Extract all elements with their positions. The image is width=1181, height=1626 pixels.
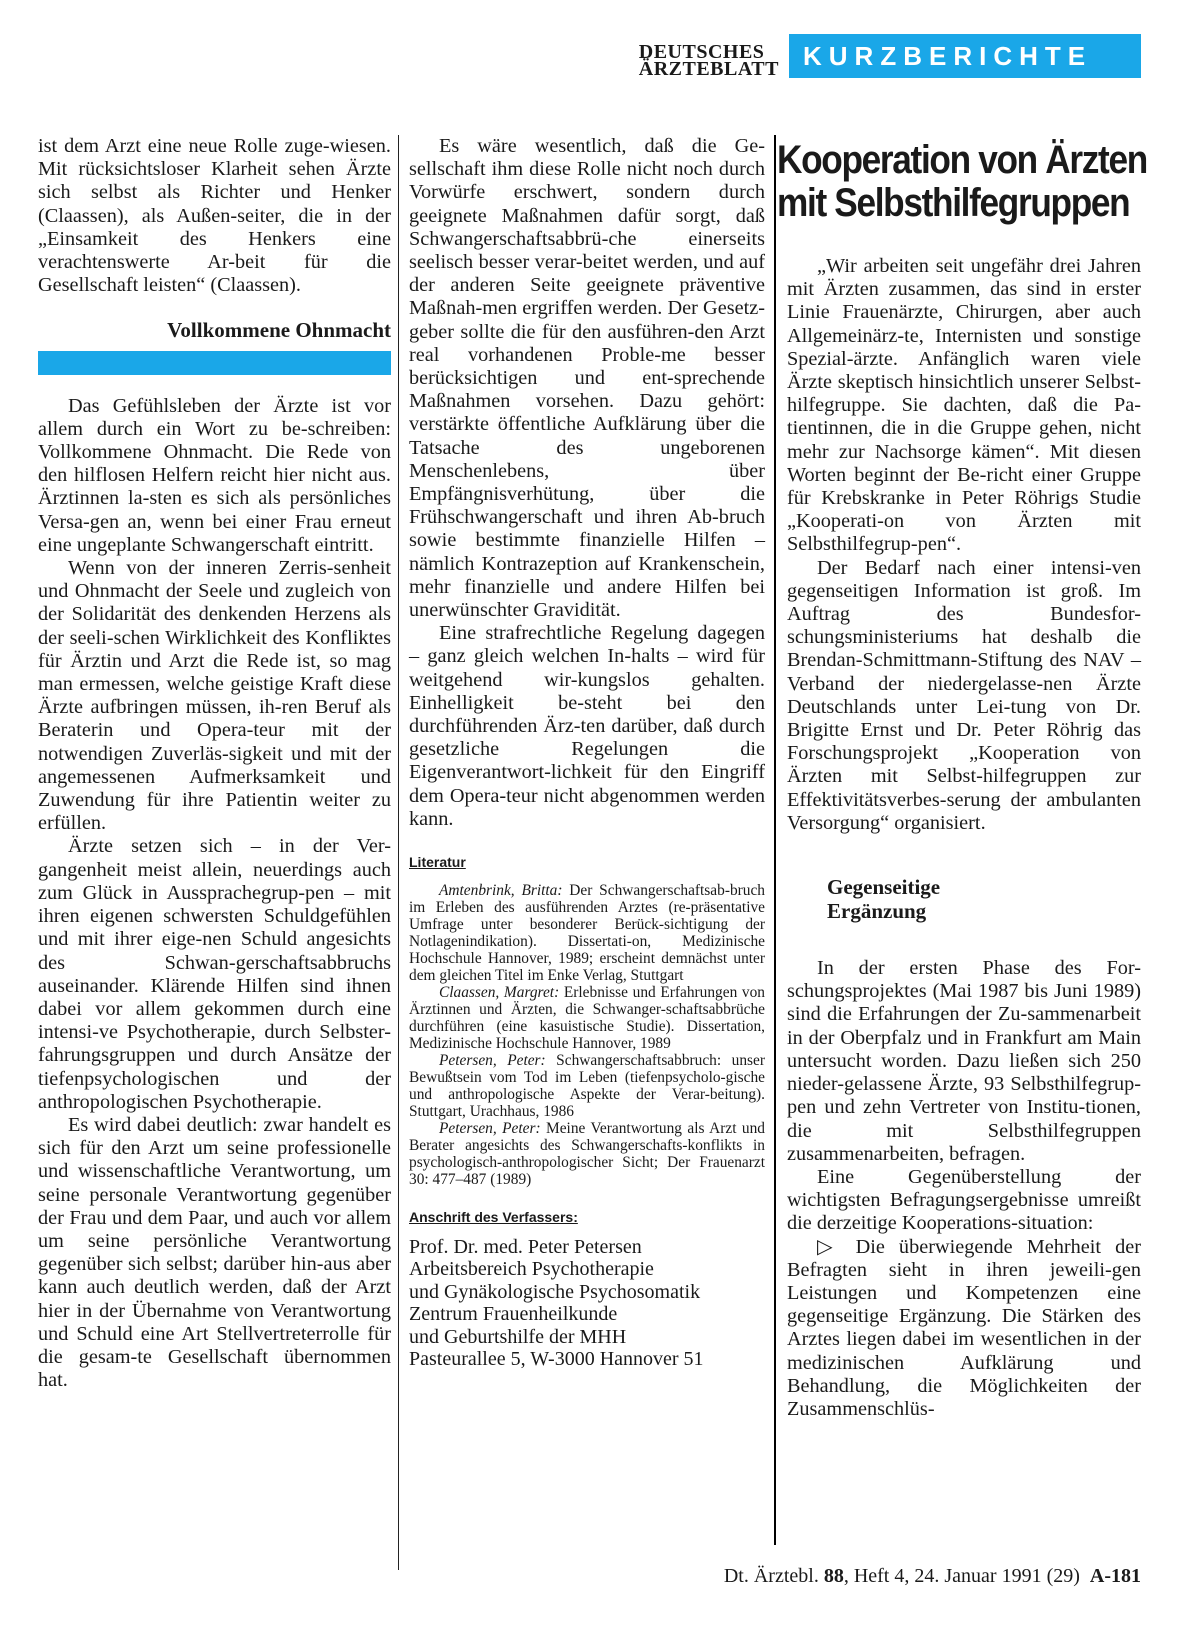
column-divider — [774, 135, 776, 1545]
reference-entry: Petersen, Peter: Meine Verantwortung als Arzt und Berater angesichts des Schwangerschafts-konflikts in psychologisch-anthropologischer Sicht; Der Frauenarzt 30: 477–487 (1989) — [409, 1120, 765, 1189]
article-headline: Kooperation von Ärzten mit Selbsthilfegruppen — [777, 138, 1147, 225]
masthead — [639, 34, 1141, 78]
paragraph: Es wäre wesentlich, daß die Ge-sellschaft ihm diese Rolle nicht noch durch Vorwürfe erschwert, sondern durch geeignete Maßnahmen dafür sorgt, daß Schwangerschaftsabbrü-che einerseits seelisch besser verar-beitet werden, und auf der anderen Seite geeignete präventive Maßnah-men ergriffen werden. Der Gesetz-geber sollte die für den ausführen-den Arzt real vorhandenen Proble-me besser berücksichtigen und ent-sprechende Maßnahmen vorsehen. Dazu gehört: verstärkte öffentliche Aufklärung über die Tatsache des ungeborenen Menschenlebens, über Empfängnisverhütung, über die Frühschwangerschaft und ihren Ab-bruch sowie bestimmte finanzielle Hilfen – nämlich Kontrazeption auf Krankenschein, mehr finanzielle und andere Hilfen bei unerwünschter Gravidität. — [409, 135, 765, 622]
paragraph: ist dem Arzt eine neue Rolle zuge-wiesen. Mit rücksichtsloser Klarheit sehen Ärzte sich selbst als Richter und Henker (Claassen), als Außen-seiter, die in der „Einsamkeit des Henkers eine verachtenswerte Ar-beit für die Gesellschaft leisten“ (Claassen). — [38, 135, 391, 297]
column-3 — [777, 135, 1147, 1421]
literature-heading: Literatur — [409, 854, 466, 871]
section-heading: Gegenseitige Ergänzung — [827, 875, 941, 924]
paragraph: Wenn von der inneren Zerris-senheit und Ohnmacht der Seele und zugleich von der Solidarität des denkenden Herzens als der seeli-schen Wirklichkeit des Konfliktes für Ärztin und Arzt die Rede ist, so mag man ermessen, welche geistige Kraft diese Ärzte aufbringen müssen, ih-ren Beruf als Beraterin und Opera-teur mit der notwendigen Zuverläs-sigkeit und mit der angemessenen Aufmerksamkeit und Zuwendung für ihre Patientin weiter zu erfüllen. — [38, 557, 391, 835]
section-band: KURZBERICHTE — [789, 34, 1141, 78]
reference-entry: Claassen, Margret: Erlebnisse und Erfahrungen von Ärztinnen und Ärzten, die Schwanger-schaftsabbrüche durchführen (eine kasuistische Studie). Dissertation, Medizinische Hochschule Hannover, 1989 — [409, 984, 765, 1053]
address-heading: Anschrift des Verfassers: — [409, 1209, 578, 1226]
paragraph: „Wir arbeiten seit ungefähr drei Jahren mit Ärzten zusammen, das sind in erster Linie Frauenärzte, Chirurgen, aber auch Allgemeinärz-te, Internisten und sonstige Spezial-ärzte. Anfänglich waren viele Ärzte skeptisch hinsichtlich unserer Selbst-hilfegruppe. Sie dachten, daß die Pa-tientinnen, die in die Gruppe gehen, nicht mehr zur Nachsorge kämen“. Mit diesen Worten beginnt der Be-richt einer Gruppe für Krebskranke in Peter Röhrigs Studie „Kooperati-on von Ärzten mit Selbsthilfegrup-pen“. — [787, 255, 1141, 556]
journal-logo: DEUTSCHES ÄRZTEBLATT — [638, 41, 779, 80]
column-1 — [38, 135, 391, 1392]
paragraph: Es wird dabei deutlich: zwar handelt es sich für den Arzt um seine professionelle und wissenschaftliche Verantwortung, um seine personale Verantwortung gegenüber der Frau und dem Paar, und auch vor allem um seine persönliche Verantwortung gegenüber sich selbst; darüber hin-aus aber kann auch deutlich werden, daß der Arzt hier in der Übernahme von Verantwortung und Schuld eine Art Stellvertreterrolle für die gesam-te Gesellschaft übernommen hat. — [38, 1113, 391, 1392]
paragraph: Eine Gegenüberstellung der wichtigsten Befragungsergebnisse umreißt die derzeitige Kooperations-situation: — [787, 1165, 1141, 1235]
paragraph: ▷ Die überwiegende Mehrheit der Befragten sieht in ihren jeweili-gen Leistungen und Kompetenzen eine gegenseitige Ergänzung. Die Stärken des Arztes liegen dabei im wesentlichen in der medizinischen Aufklärung und Behandlung, die Möglichkeiten der Zusammenschlüs- — [787, 1235, 1141, 1420]
page-footer: Dt. Ärztebl. 88, Heft 4, 24. Januar 1991 (29) A-181 — [723, 1565, 1141, 1587]
section-heading: Vollkommene Ohnmacht — [167, 318, 391, 343]
paragraph: In der ersten Phase des For-schungsprojektes (Mai 1987 bis Juni 1989) sind die Erfahrungen der Zu-sammenarbeit in der Oberpfalz und in Frankfurt am Main untersucht worden. Dazu ließen sich 250 nieder-gelassene Ärzte, 93 Selbsthilfegrup-pen und zehn Vertreter von Institu-tionen, die mit Selbsthilfegruppen zusammenarbeiten, befragen. — [787, 957, 1141, 1165]
column-2 — [409, 135, 765, 1371]
column-divider — [398, 135, 399, 1570]
page-number: A-181 — [1089, 1565, 1141, 1587]
reference-entry: Petersen, Peter: Schwangerschaftsabbruch: unser Bewußtsein vom Tod im Leben (tiefenpsycholo-gische und anthropologische Aspekte der Verar-beitung). Stuttgart, Urachhaus, 1986 — [409, 1052, 765, 1121]
paragraph: Ärzte setzen sich – in der Ver-gangenheit meist allein, neuerdings auch zum Glück in Aussprachegrup-pen – mit ihren eigenen schwersten Schuldgefühlen und mit ihrer eige-nen Schuld angesichts des Schwan-gerschaftsabbruchs auseinander. Klärende Hilfen sind ihnen dabei vor allem gekommen durch eine intensi-ve Psychotherapie, durch Selbster-fahrungsgruppen und durch Ansätze der tiefenpsychologischen und der anthropologischen Psychotherapie. — [38, 835, 391, 1113]
paragraph: Der Bedarf nach einer intensi-ven gegenseitigen Information ist groß. Im Auftrag des Bundesfor-schungsministeriums hat deshalb die Brendan-Schmittmann-Stiftung des NAV – Verband der niedergelasse-nen Ärzte Deutschlands unter Lei-tung von Dr. Brigitte Ernst und Dr. Peter Röhrig das Forschungsprojekt „Kooperation von Ärzten mit Selbst-hilfegruppen zur Effektivitätsverbes-serung der ambulanten Versorgung“ organisiert. — [787, 556, 1141, 834]
paragraph: Das Gefühlsleben der Ärzte ist vor allem durch ein Wort zu be-schreiben: Vollkommene Ohnmacht. Die Rede von den hilflosen Helfern reicht hier nicht aus. Ärztinnen la-sten es sich als persönliches Versa-gen an, wenn bei einer Frau erneut eine ungeplante Schwangerschaft eintritt. — [38, 394, 391, 556]
author-address: Prof. Dr. med. Peter Petersen Arbeitsbereich Psychotherapie und Gynäkologische Psychosomatik Zentrum Frauenheilkunde und Geburtshilfe der MHH Pasteurallee 5, W-3000 Hannover 51 — [409, 1235, 704, 1370]
paragraph: Eine strafrechtliche Regelung dagegen – ganz gleich welchen In-halts – wird für weitgehend wir-kungslos gehalten. Einhelligkeit be-steht bei den durchführenden Ärz-ten darüber, daß durch gesetzliche Regelungen die Eigenverantwort-lichkeit für den Eingriff dem Opera-teur nicht abgenommen werden kann. — [409, 622, 765, 830]
reference-entry: Amtenbrink, Britta: Der Schwangerschaftsab-bruch im Erleben des ausführenden Arztes (re-präsentative Umfrage unter besonderer Berück-sichtigung der Notlagenindikation). Dissertati-on, Medizinische Hochschule Hannover, 1989; erscheint demnächst unter dem gleichen Titel im Enke Verlag, Stuttgart — [409, 882, 765, 985]
heading-band — [38, 351, 391, 375]
